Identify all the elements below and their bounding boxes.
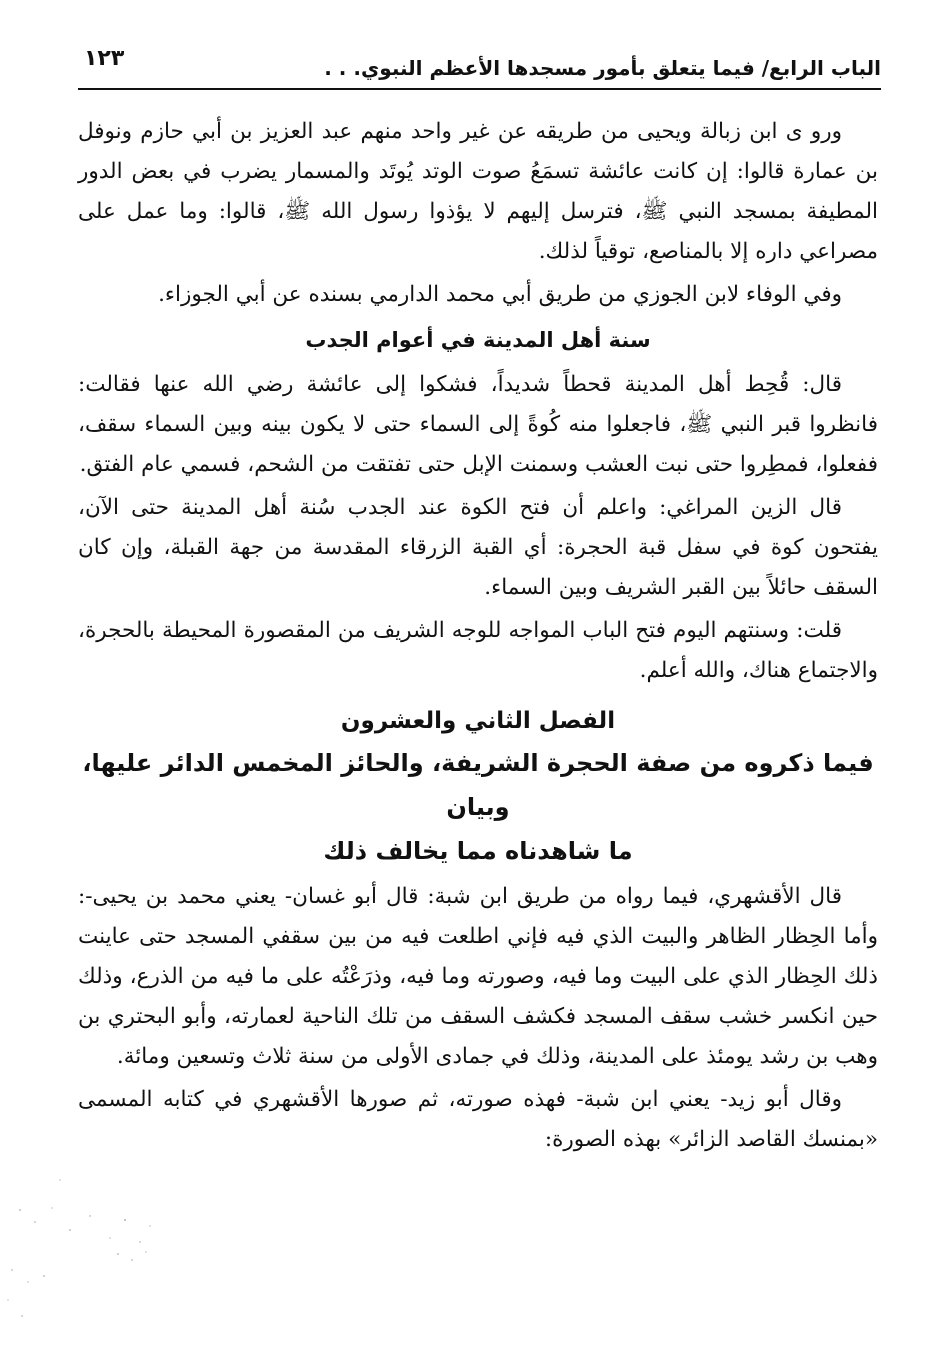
scan-speckles: [0, 1150, 200, 1350]
running-header: [78, 38, 881, 90]
chapter-heading: الفصل الثاني والعشرون: [340, 708, 616, 734]
paragraph-ibn-zabala: ورو ى ابن زبالة ويحيى من طريقه عن غير واحد منهم عبد العزيز بن أبي حازم ونوفل بن عمارة قالوا: إن كانت عائشة تسمَعُ صوت الوتد يُوتَد والمسمار يضرب في بعض الدور المطيفة بمسجد النبي ﷺ، فترسل إليهم لا يؤذوا رسول الله ﷺ، قالوا: وما عمل على مصراعي داره إلا بالمناصع، توقياً لذلك.: [78, 119, 878, 264]
paragraph-wafa: وفي الوفاء لابن الجوزي من طريق أبي محمد الدارمي بسنده عن أبي الجوزاء.: [158, 282, 842, 307]
page-body: [78, 112, 878, 1160]
paragraph-drought-story: قال: قُحِط أهل المدينة قحطاً شديداً، فشكوا إلى عائشة رضي الله عنها فقالت: فانظروا قبر النبي ﷺ، فاجعلوا منه كُوةً إلى السماء حتى لا يكون بينه وبين السماء سقف، ففعلوا، فمطِروا حتى نبت العشب وسمنت الإبل حتى تفتقت من الشحم، فسمي عام الفتق.: [78, 372, 878, 477]
chapter-subheading-line-2: ما شاهدناه مما يخالف ذلك: [323, 837, 633, 865]
paragraph-qultu: قلت: وسنتهم اليوم فتح الباب المواجه للوجه الشريف من المقصورة المحيطة بالحجرة، والاجتماع هناك، والله أعلم.: [78, 618, 878, 683]
paragraph-maraghi: قال الزين المراغي: واعلم أن فتح الكوة عند الجدب سُنة أهل المدينة حتى الآن، يفتحون كوة في سفل قبة الحجرة: أي القبة الزرقاء المقدسة من جهة القبلة، وإن كان السقف حائلاً بين القبر الشريف وبين السماء.: [78, 495, 878, 600]
running-title: الباب الرابع/ فيما يتعلق بأمور مسجدها الأعظم النبوي. . .: [324, 56, 881, 80]
paragraph-aqshahri: قال الأقشهري، فيما رواه من طريق ابن شبة: قال أبو غسان- يعني محمد بن يحيى-: وأما الحِظار الظاهر والبيت الذي فيه فإني اطلعت فيه من بين سقفي المسجد حتى عاينت ذلك الحِظار الذي على البيت وما فيه، وصورته وما فيه، وذرَعْتُه على ما فيه من الذرع، وذلك حين انكسر خشب سقف المسجد فكشف السقف من تلك الناحية لعمارته، وأبو البحتري بن وهب بن رشد يومئذ على المدينة، وذلك في جمادى الأولى من سنة ثلاث وتسعين ومائة.: [78, 884, 878, 1069]
chapter-subheading: [78, 741, 878, 873]
paragraph-abu-zayd: وقال أبو زيد- يعني ابن شبة- فهذه صورته، ثم صورها الأقشهري في كتابه المسمى «بمنسك القاصد الزائر» بهذه الصورة:: [78, 1087, 878, 1152]
section-heading-drought: سنة أهل المدينة في أعوام الجدب: [305, 328, 651, 352]
page-number: ١٢٣: [84, 46, 125, 71]
chapter-subheading-line-1: فيما ذكروه من صفة الحجرة الشريفة، والحائز المخمس الدائر عليها، وبيان: [82, 749, 874, 821]
